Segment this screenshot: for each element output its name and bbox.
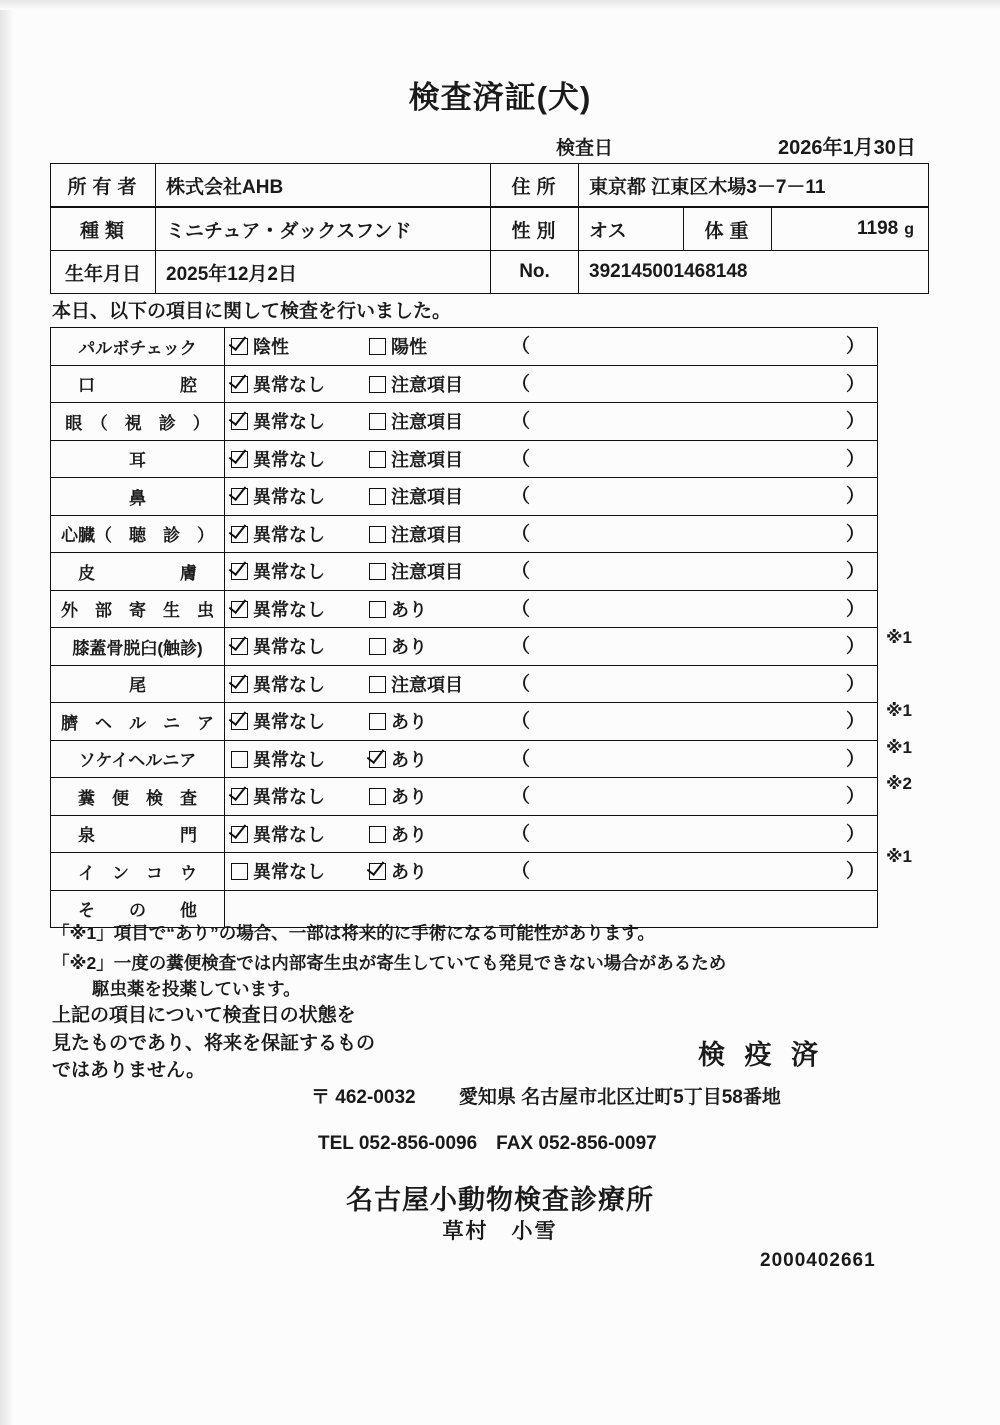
exam-row-note[interactable] — [499, 515, 878, 553]
no-label: No. — [491, 251, 579, 294]
exam-option-primary-label: 異常なし — [253, 412, 325, 433]
checkbox-icon[interactable] — [369, 563, 386, 580]
paren-right: ） — [845, 336, 865, 357]
exam-option-secondary[interactable] — [363, 478, 499, 516]
checkbox-icon[interactable] — [231, 676, 248, 693]
doctor-name: 草村 小雪 — [442, 1220, 558, 1243]
exam-option-secondary-label: あり — [391, 787, 427, 808]
exam-option-secondary[interactable] — [363, 703, 499, 741]
checkbox-icon[interactable] — [369, 713, 386, 730]
quarantine-stamp: 検 疫 済 — [698, 1040, 825, 1070]
exam-option-primary[interactable] — [225, 778, 364, 816]
exam-row-label: 眼 （ 視 診 ） — [51, 403, 225, 441]
exam-row-note[interactable] — [499, 365, 878, 403]
birth-value: 2025年12月2日 — [156, 251, 491, 294]
exam-row — [51, 778, 878, 816]
exam-row — [51, 440, 878, 478]
checkbox-icon[interactable] — [369, 451, 386, 468]
exam-row-note[interactable] — [499, 703, 878, 741]
exam-option-primary-label: 異常なし — [253, 637, 325, 658]
clinic-contact: TEL 052-856-0096 FAX 052-856-0097 — [318, 1133, 657, 1154]
exam-row — [51, 328, 878, 366]
exam-option-secondary-label: あり — [391, 599, 427, 620]
breed-info-table — [50, 207, 929, 251]
exam-row-label: 泉 門 — [51, 815, 225, 853]
exam-option-secondary-label: 注意項目 — [391, 487, 463, 508]
footnote-marker: ※1 — [886, 737, 912, 757]
exam-date-label: 検査日 — [556, 138, 614, 159]
checkbox-icon[interactable] — [231, 451, 248, 468]
exam-option-secondary-label: あり — [391, 749, 427, 770]
checkbox-icon[interactable] — [369, 526, 386, 543]
paren-left: （ — [511, 561, 531, 582]
checkbox-icon[interactable] — [231, 788, 248, 805]
paren-left: （ — [511, 823, 531, 845]
checkbox-icon[interactable] — [231, 526, 248, 543]
checkbox-icon[interactable] — [231, 863, 248, 880]
checkbox-icon[interactable] — [369, 413, 386, 430]
exam-option-primary[interactable] — [225, 665, 364, 703]
exam-row — [51, 553, 878, 591]
address-value: 東京都 江東区木場3－7－11 — [579, 164, 929, 207]
exam-row-label: 鼻 — [51, 478, 225, 516]
checkbox-icon[interactable] — [231, 601, 248, 618]
exam-option-secondary[interactable] — [363, 403, 499, 441]
exam-option-primary-label: 異常なし — [253, 524, 325, 545]
exam-option-primary[interactable] — [225, 515, 364, 553]
exam-option-primary[interactable] — [225, 478, 364, 516]
exam-items-table — [50, 327, 878, 928]
exam-row — [51, 590, 878, 628]
exam-option-primary-label: 異常なし — [253, 712, 325, 733]
exam-option-secondary[interactable] — [363, 778, 499, 816]
exam-option-primary[interactable] — [225, 628, 364, 666]
exam-row-note[interactable] — [499, 815, 878, 853]
checkbox-icon[interactable] — [231, 338, 248, 355]
exam-date-value: 2026年1月30日 — [778, 137, 916, 159]
checkbox-icon[interactable] — [369, 601, 386, 618]
exam-option-secondary[interactable] — [363, 553, 499, 591]
exam-option-secondary-label: 注意項目 — [391, 449, 463, 470]
exam-option-primary-label: 異常なし — [253, 749, 325, 770]
weight-label: 体重 — [684, 208, 772, 251]
exam-option-primary-label: 異常なし — [253, 862, 325, 883]
exam-option-primary-label: 異常なし — [253, 787, 325, 808]
paren-left: （ — [511, 448, 531, 470]
exam-option-secondary-label: あり — [391, 824, 427, 845]
exam-option-primary[interactable] — [225, 365, 364, 403]
birth-label: 生年月日 — [51, 251, 156, 294]
exam-row-label: 糞 便 検 査 — [51, 778, 225, 816]
exam-row — [51, 365, 878, 403]
exam-row-label: ソケイヘルニア — [51, 740, 225, 778]
sex-value: オス — [579, 208, 684, 251]
paren-right: ） — [845, 748, 865, 770]
checkbox-icon[interactable] — [369, 788, 386, 805]
sex-label: 性別 — [491, 208, 579, 251]
exam-row-label: 口 腔 — [51, 365, 225, 403]
exam-row-note[interactable] — [499, 853, 878, 891]
exam-row-note[interactable] — [499, 403, 878, 441]
exam-row — [51, 853, 878, 891]
footnote-marker: ※1 — [886, 847, 912, 866]
exam-row — [51, 665, 878, 703]
exam-row — [51, 815, 878, 853]
exam-row-label: 尾 — [51, 665, 225, 703]
exam-option-secondary[interactable] — [363, 515, 499, 553]
exam-option-secondary[interactable] — [363, 628, 499, 666]
weight-value: 1198 — [856, 218, 899, 239]
exam-row-note[interactable] — [499, 740, 878, 778]
paren-right: ） — [845, 636, 865, 657]
exam-row — [51, 628, 878, 666]
address-label: 住所 — [491, 164, 579, 207]
footnote-marker: ※1 — [886, 628, 912, 647]
scan-edge-top — [0, 0, 1000, 10]
exam-option-primary[interactable] — [225, 553, 364, 591]
exam-option-secondary[interactable] — [363, 665, 499, 703]
exam-option-secondary-label: あり — [391, 637, 427, 658]
exam-option-secondary-label: 注意項目 — [391, 374, 463, 395]
paren-right: ） — [845, 486, 865, 507]
exam-row-label: イ ン コ ウ — [51, 853, 225, 891]
checkbox-icon[interactable] — [231, 563, 248, 580]
exam-option-secondary[interactable] — [363, 590, 499, 628]
owner-value: 株式会社AHB — [156, 164, 491, 207]
exam-option-primary[interactable] — [225, 590, 364, 628]
paren-right: ） — [845, 373, 865, 395]
paren-left: （ — [511, 486, 531, 507]
exam-option-primary[interactable] — [225, 440, 364, 478]
exam-option-primary-label: 異常なし — [253, 599, 325, 620]
exam-option-secondary-label: あり — [391, 862, 427, 883]
exam-option-primary-label: 陰性 — [253, 337, 289, 358]
checkbox-icon[interactable] — [231, 751, 248, 768]
exam-option-secondary[interactable] — [363, 740, 499, 778]
checkbox-icon[interactable] — [369, 638, 386, 655]
exam-option-primary-label: 異常なし — [253, 824, 325, 845]
checkbox-icon[interactable] — [369, 751, 386, 768]
table-row — [51, 208, 929, 251]
exam-option-secondary[interactable] — [363, 328, 499, 366]
table-row — [51, 164, 929, 207]
footnote-2-line2: 駆虫薬を投薬しています。 — [92, 979, 301, 999]
exam-row-label: 膝蓋骨脱臼(触診) — [51, 628, 225, 666]
exam-row-label: パルボチェック — [51, 328, 225, 366]
owner-info-table — [50, 163, 929, 207]
paren-right: ） — [845, 598, 865, 620]
checkbox-icon[interactable] — [369, 826, 386, 843]
serial-number: 2000402661 — [760, 1250, 876, 1271]
exam-option-secondary[interactable] — [363, 815, 499, 853]
weight-cell — [772, 208, 929, 251]
exam-row-other-label: そ の 他 — [51, 890, 225, 928]
statement-block — [52, 1002, 375, 1085]
paren-right: ） — [845, 411, 865, 432]
footnote-2-line1: 「※2」一度の糞便検査では内部寄生虫が寄生していても発見できない場合があるため — [52, 953, 727, 973]
checkbox-icon[interactable] — [231, 713, 248, 730]
exam-row — [51, 478, 878, 516]
exam-row-note[interactable] — [499, 590, 878, 628]
paren-right: ） — [845, 448, 865, 470]
checkbox-icon[interactable] — [231, 826, 248, 843]
checkbox-icon[interactable] — [369, 676, 386, 693]
exam-row-label: 心臓（ 聴 診 ） — [51, 515, 225, 553]
paren-left: （ — [511, 786, 531, 807]
exam-option-secondary[interactable] — [363, 440, 499, 478]
paren-left: （ — [511, 373, 531, 395]
exam-option-secondary-label: 注意項目 — [391, 674, 463, 695]
checkbox-icon[interactable] — [231, 638, 248, 655]
statement-line-3: ではありません。 — [52, 1060, 206, 1082]
exam-option-primary-label: 異常なし — [253, 562, 325, 583]
paren-left: （ — [511, 673, 531, 695]
checkbox-icon[interactable] — [231, 376, 248, 393]
footnote-marker: ※2 — [886, 774, 912, 793]
paren-left: （ — [511, 636, 531, 657]
exam-option-secondary[interactable] — [363, 365, 499, 403]
exam-row-note[interactable] — [499, 440, 878, 478]
paren-right: ） — [845, 673, 865, 695]
no-value: 392145001468148 — [579, 251, 929, 294]
exam-option-secondary-label: 注意項目 — [391, 562, 463, 583]
paren-left: （ — [511, 411, 531, 432]
checkbox-icon[interactable] — [231, 413, 248, 430]
exam-row — [51, 703, 878, 741]
statement-line-1: 上記の項目について検査日の状態を — [52, 1005, 356, 1026]
paren-left: （ — [511, 523, 531, 545]
exam-option-secondary-label: 注意項目 — [391, 524, 463, 545]
exam-row — [51, 403, 878, 441]
birth-info-table — [50, 250, 929, 294]
exam-row-note[interactable] — [499, 628, 878, 666]
exam-option-primary-label: 異常なし — [253, 674, 325, 695]
checkbox-icon[interactable] — [369, 488, 386, 505]
exam-option-primary[interactable] — [225, 403, 364, 441]
exam-option-primary-label: 異常なし — [253, 487, 325, 508]
exam-option-secondary-label: 陽性 — [391, 337, 427, 358]
exam-option-primary-label: 異常なし — [253, 449, 325, 470]
exam-row-label: 耳 — [51, 440, 225, 478]
exam-row-note[interactable] — [499, 328, 878, 366]
table-row — [51, 251, 929, 294]
exam-row-label: 皮 膚 — [51, 553, 225, 591]
checkbox-icon[interactable] — [369, 338, 386, 355]
exam-row — [51, 740, 878, 778]
page-title: 検査済証(犬) — [408, 80, 592, 115]
exam-row-note[interactable] — [499, 665, 878, 703]
statement-line-2: 見たものであり、将来を保証するもの — [52, 1032, 376, 1054]
exam-option-secondary-label: 注意項目 — [391, 412, 463, 433]
exam-row-note[interactable] — [499, 478, 878, 516]
exam-option-primary-label: 異常なし — [253, 374, 325, 395]
breed-value: ミニチュア・ダックスフンド — [156, 208, 491, 251]
checkbox-icon[interactable] — [369, 863, 386, 880]
breed-label: 種類 — [51, 208, 156, 251]
exam-option-primary[interactable] — [225, 703, 364, 741]
exam-row-label: 外 部 寄 生 虫 — [51, 590, 225, 628]
clinic-name: 名古屋小動物検査診療所 — [346, 1185, 654, 1215]
paren-right: ） — [845, 711, 865, 732]
clinic-address: 〒 462-0032 愛知県 名古屋市北区辻町5丁目58番地 — [311, 1087, 781, 1108]
footnote-marker: ※1 — [886, 701, 912, 720]
owner-label: 所有者 — [51, 164, 156, 207]
paren-left: （ — [511, 861, 531, 882]
paren-right: ） — [845, 523, 865, 545]
exam-option-primary[interactable] — [225, 815, 364, 853]
paren-left: （ — [511, 748, 531, 770]
paren-right: ） — [845, 823, 865, 845]
exam-row — [51, 515, 878, 553]
exam-row-note[interactable] — [499, 553, 878, 591]
paren-right: ） — [845, 786, 865, 807]
paren-left: （ — [511, 598, 531, 620]
intro-text: 本日、以下の項目に関して検査を行いました。 — [52, 301, 452, 322]
checkbox-icon[interactable] — [369, 376, 386, 393]
paren-left: （ — [511, 336, 531, 357]
exam-option-primary[interactable] — [225, 740, 364, 778]
exam-row-note[interactable] — [499, 778, 878, 816]
exam-option-secondary[interactable] — [363, 853, 499, 891]
weight-unit: g — [904, 221, 914, 238]
exam-option-primary[interactable] — [225, 328, 364, 366]
paren-right: ） — [845, 861, 865, 882]
exam-row-label: 臍 ヘ ル ニ ア — [51, 703, 225, 741]
paren-right: ） — [845, 561, 865, 582]
paren-left: （ — [511, 711, 531, 732]
footnote-1: 「※1」項目で“あり”の場合、一部は将来的に手術になる可能性があります。 — [52, 923, 655, 943]
exam-option-primary[interactable] — [225, 853, 364, 891]
checkbox-icon[interactable] — [231, 488, 248, 505]
exam-option-secondary-label: あり — [391, 712, 427, 733]
